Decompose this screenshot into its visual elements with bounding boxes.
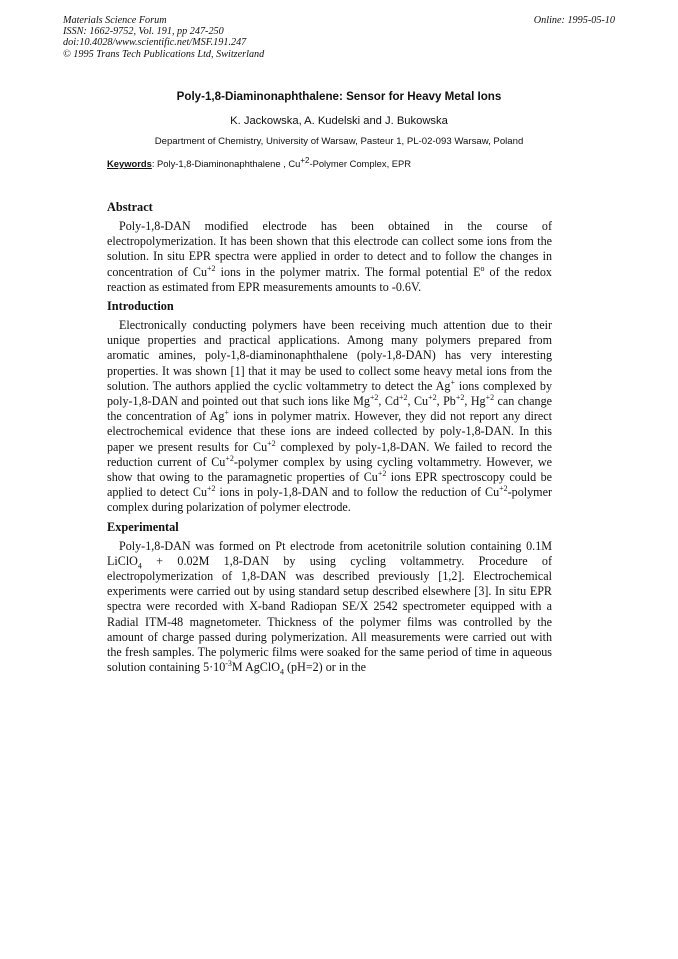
text-run: Electronically conducting polymers have been receiving much attention due to their unique properties and practical applications. Among many polymers prepared from aromatic amines, poly-1,8-diaminonaphthalene (poly-1,8-DAN) has very interesting properties. It was shown [1] that it may be used to collect some heavy metal ions from the solution. The authors applied the cyclic voltammetry to detect the Ag <box>107 318 552 393</box>
superscript: +2 <box>455 393 465 402</box>
keywords-line <box>107 155 412 169</box>
text-run: ions EPR spectroscopy could be applied to detect Cu <box>107 470 552 500</box>
keywords-label: Keywords <box>107 158 152 169</box>
superscript: +2 <box>485 393 495 402</box>
paper-affiliation: Department of Chemistry, University of Warsaw, Pasteur 1, PL-02-093 Warsaw, Poland <box>154 136 524 147</box>
journal-metadata <box>63 15 264 60</box>
superscript: +2 <box>207 484 216 494</box>
superscript: +2 <box>267 438 276 448</box>
doi-line: doi:10.4028/www.scientific.net/MSF.191.247 <box>63 37 247 49</box>
subscript: 4 <box>279 667 284 677</box>
paper-authors: K. Jackowska, A. Kudelski and J. Bukowska <box>230 115 448 127</box>
text-run: ions complexed by poly-1,8-DAN and pointed out that such ions like Mg <box>107 378 552 409</box>
text-run: , Cu <box>407 394 429 409</box>
text-run: M AgClO <box>231 660 280 675</box>
experimental-paragraph <box>107 539 552 676</box>
superscript: +2 <box>499 484 508 494</box>
abstract-heading: Abstract <box>107 200 153 214</box>
superscript: +2 <box>369 393 379 402</box>
superscript: +2 <box>428 393 437 402</box>
experimental-heading: Experimental <box>107 519 179 534</box>
superscript: -3 <box>225 659 232 669</box>
text-run: , Cd <box>378 394 399 409</box>
keywords-text: : Poly-1,8-Diaminonaphthalene , Cu <box>151 158 301 169</box>
introduction-heading: Introduction <box>107 299 174 314</box>
abstract-paragraph <box>107 219 552 295</box>
text-run: can change the concentration of Ag <box>107 394 552 424</box>
superscript: +2 <box>300 155 310 165</box>
text-run: complexed by poly-1,8-DAN. We failed to record the reduction current of Cu <box>107 439 552 469</box>
text-run: ions in polymer matrix. However, they did not report any direct electrochemical evidence that these ions are indeed collected by poly-1,8-DAN. In this paper we present results for Cu <box>107 409 552 454</box>
paper-title: Poly-1,8-Diaminonaphthalene: Sensor for Heavy Metal Ions <box>176 90 502 103</box>
text-run: , Pb <box>436 394 456 409</box>
issn-line: ISSN: 1662-9752, Vol. 191, pp 247-250 <box>63 26 224 38</box>
text-run: ions in the polymer matrix. The formal potential E <box>215 264 481 279</box>
superscript: +2 <box>399 393 408 402</box>
journal-name: Materials Science Forum <box>63 15 167 26</box>
text-run: Poly-1,8-DAN was formed on Pt electrode from acetonitrile solution containing 0.1M LiClO <box>107 538 552 568</box>
superscript: +2 <box>377 469 387 479</box>
text-run: + 0.02M 1,8-DAN by using cycling voltammetry. Procedure of electropolymerization of 1,8-DAN was described previously [1,2]. Electrochemical experiments were carried out by using standard setup described elsewhere [3]. In situ EPR spectra were recorded with X-band Radiopan SE/X 2542 spectrometer equipped with a Radial ITM-48 magnetometer. Thickness of the polymer films was controlled by the amount of charge passed during polymerization. All measurements were carried out with the fresh samples. The polymeric films were soaked for the same period of time in aqueous solution containing 5·10 <box>107 553 552 675</box>
copyright-line: © 1995 Trans Tech Publications Ltd, Switzerland <box>63 48 265 60</box>
paper-body <box>107 200 552 679</box>
text-run: of the redox reaction as estimated from EPR measurements amounts to -0.6V. <box>107 264 552 294</box>
introduction-paragraph <box>107 318 552 516</box>
text-run: ions in poly-1,8-DAN and to follow the reduction of Cu <box>215 485 500 500</box>
superscript: + <box>450 377 455 387</box>
superscript: + <box>224 408 229 418</box>
superscript: +2 <box>207 263 216 273</box>
subscript: 4 <box>137 561 142 571</box>
online-date: Online: 1995-05-10 <box>533 15 615 26</box>
keywords-text: -Polymer Complex, EPR <box>309 158 412 169</box>
text-run: Poly-1,8-DAN modified electrode has been obtained in the course of electropolymerization. It has been shown that this electrode can collect some ions from the solution. In situ EPR spectra were applied in order to detect and to follow the changes in concentration of Cu <box>107 219 552 279</box>
text-run: (pH=2) or in the <box>283 660 367 675</box>
superscript: o <box>480 263 485 273</box>
text-run: , Hg <box>464 394 486 409</box>
superscript: +2 <box>225 453 234 463</box>
text-run: -polymer complex by using cycling voltammetry. However, we show that owing to the paramagnetic properties of Cu <box>107 454 552 485</box>
text-run: -polymer complex during polarization of polymer electrode. <box>107 485 552 515</box>
